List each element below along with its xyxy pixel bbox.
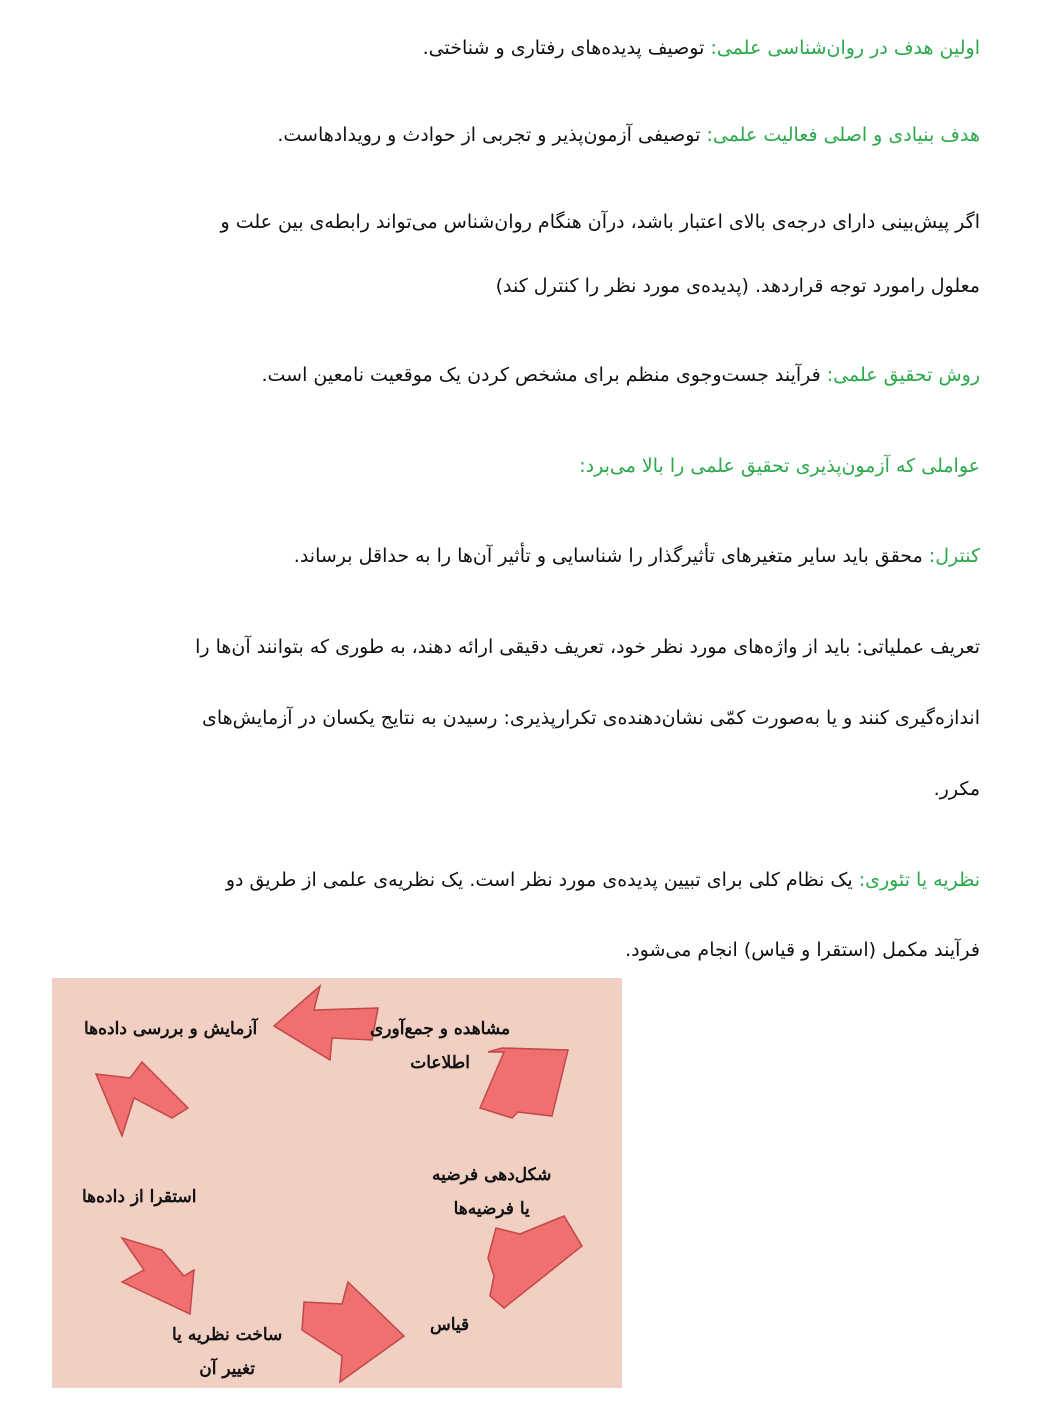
text-theory-line-2: فرآیند مکمل (استقرا و قیاس) انجام می‌شود. — [625, 939, 980, 961]
text-theory-line-1: یک نظام کلی برای تبیین پدیده‌ی مورد نظر است. یک نظریه‌ی علمی از طریق دو — [225, 869, 859, 891]
paragraph-theory-line-1 — [40, 865, 980, 895]
paragraph-operational-line-3 — [40, 774, 980, 804]
text-research-method: فرآیند جست‌وجوی منظم برای مشخص کردن یک موقعیت نامعین است. — [261, 364, 827, 386]
paragraph-control — [40, 541, 980, 571]
paragraph-research-method — [40, 360, 980, 390]
label-hypothesis-line-1: شکل‌دهی فرضیه — [432, 1165, 552, 1185]
paragraph-prediction-line-2 — [40, 271, 980, 301]
text-prediction-line-1: اگر پیش‌بینی دارای درجه‌ی بالای اعتبار باشد، درآن هنگام روان‌شناس می‌تواند رابطه‌ی بین علت و — [220, 211, 980, 233]
label-testing — [84, 1012, 257, 1046]
label-observation-line-2: اطلاعات — [410, 1053, 470, 1073]
label-induction — [82, 1180, 196, 1214]
text-first-goal: توصیف پدیده‌های رفتاری و شناختی. — [422, 37, 711, 59]
paragraph-fundamental-goal — [40, 120, 980, 150]
label-deduction-text: قیاس — [430, 1315, 470, 1335]
text-operational-line-1: تعریف عملیاتی: باید از واژه‌های مورد نظر خود، تعریف دقیقی ارائه دهند، به طوری که بتوانند آن‌ها را — [195, 636, 980, 658]
text-operational-line-2: اندازه‌گیری کنند و یا به‌صورت کمّی نشان‌دهنده‌ی تکرارپذیری: رسیدن به نتایج یکسان در آزمایش‌های — [201, 707, 980, 729]
label-induction-text: استقرا از داده‌ها — [82, 1187, 197, 1207]
label-theory-line-1: ساخت نظریه یا — [172, 1325, 283, 1345]
paragraph-testability-factors — [40, 451, 980, 481]
arrow-testing-to-induction-icon — [96, 1062, 188, 1136]
term-first-goal: اولین هدف در روان‌شناسی علمی: — [710, 37, 980, 59]
label-testing-text: آزمایش و بررسی داده‌ها — [84, 1019, 258, 1039]
paragraph-prediction-line-1 — [40, 207, 980, 237]
term-fundamental-goal: هدف بنیادی و اصلی فعالیت علمی: — [706, 124, 980, 146]
arrow-induction-to-theory-icon — [122, 1238, 194, 1314]
term-theory: نظریه یا تئوری: — [858, 869, 980, 891]
label-hypothesis — [432, 1158, 551, 1226]
text-control: محقق باید سایر متغیرهای تأثیرگذار را شناسایی و تأثیر آن‌ها را به حداقل برساند. — [293, 545, 929, 567]
arrow-observation-to-testing-icon — [274, 986, 378, 1060]
arrow-deduction-to-hypothesis-icon — [488, 1216, 582, 1308]
text-operational-line-3: مکرر. — [933, 778, 980, 800]
text-prediction-line-2: معلول رامورد توجه قراردهد. (پدیده‌ی مورد نظر را کنترل کند) — [495, 275, 980, 297]
term-research-method: روش تحقیق علمی: — [826, 364, 980, 386]
label-deduction — [430, 1308, 469, 1342]
paragraph-operational-line-1 — [40, 632, 980, 662]
arrow-theory-to-deduction-icon — [302, 1282, 404, 1382]
label-observation-line-1: مشاهده و جمع‌آوری — [370, 1019, 511, 1039]
research-cycle-diagram — [52, 978, 622, 1388]
term-testability-factors: عواملی که آزمون‌پذیری تحقیق علمی را بالا می‌برد: — [579, 455, 980, 477]
label-theory-line-2: تغییر آن — [199, 1359, 255, 1379]
text-fundamental-goal: توصیفی آزمون‌پذیر و تجربی از حوادث و رویدادهاست. — [277, 124, 707, 146]
term-control: کنترل: — [928, 545, 980, 567]
paragraph-operational-line-2 — [40, 703, 980, 733]
paragraph-first-goal — [40, 33, 980, 63]
paragraph-theory-line-2 — [40, 935, 980, 965]
label-hypothesis-line-2: یا فرضیه‌ها — [453, 1199, 530, 1219]
label-theory — [172, 1318, 282, 1386]
label-observation — [370, 1012, 510, 1080]
